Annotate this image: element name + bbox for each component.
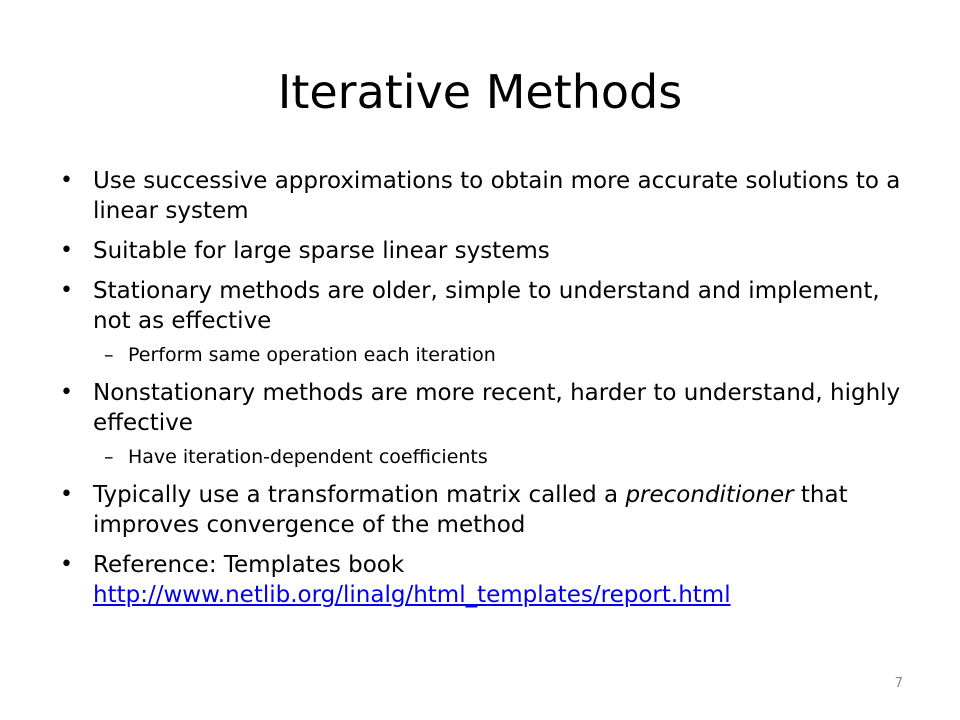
bullet-text: Suitable for large sparse linear systems [93,238,550,264]
bullet-text [93,482,848,538]
sub-bullet-item [60,342,920,368]
reference-text: Reference: Templates book [93,552,405,578]
bullet-icon: • [60,482,73,507]
bullet-item-reference [60,550,920,610]
page-number: 7 [894,676,903,691]
bullet-icon: • [60,168,73,193]
bullet-item [60,480,920,540]
dash-icon: – [104,344,114,366]
bullet-list [60,166,920,620]
bullet-icon: • [60,238,73,263]
emphasis-preconditioner: preconditioner [625,482,794,508]
bullet-text-after: that improves convergence of the method [93,482,848,538]
bullet-text: Stationary methods are older, simple to understand and implement, not as effective [93,278,880,334]
sub-bullet-item [60,444,920,470]
bullet-text: Use successive approximations to obtain more accurate solutions to a linear system [93,168,901,224]
bullet-item [60,166,920,226]
reference-link[interactable]: http://www.netlib.org/linalg/html_templates/report.html [93,582,731,608]
sub-bullet-text: Have iteration-dependent coefficients [128,446,488,468]
bullet-text: Nonstationary methods are more recent, harder to understand, highly effective [93,380,901,436]
bullet-item [60,236,920,266]
bullet-icon: • [60,552,73,577]
dash-icon: – [104,446,114,468]
bullet-text-before: Typically use a transformation matrix called a [93,482,626,508]
bullet-item [60,378,920,438]
bullet-item [60,276,920,336]
bullet-icon: • [60,278,73,303]
slide-title: Iterative Methods [277,65,683,119]
bullet-icon: • [60,380,73,405]
sub-bullet-text: Perform same operation each iteration [128,344,496,366]
